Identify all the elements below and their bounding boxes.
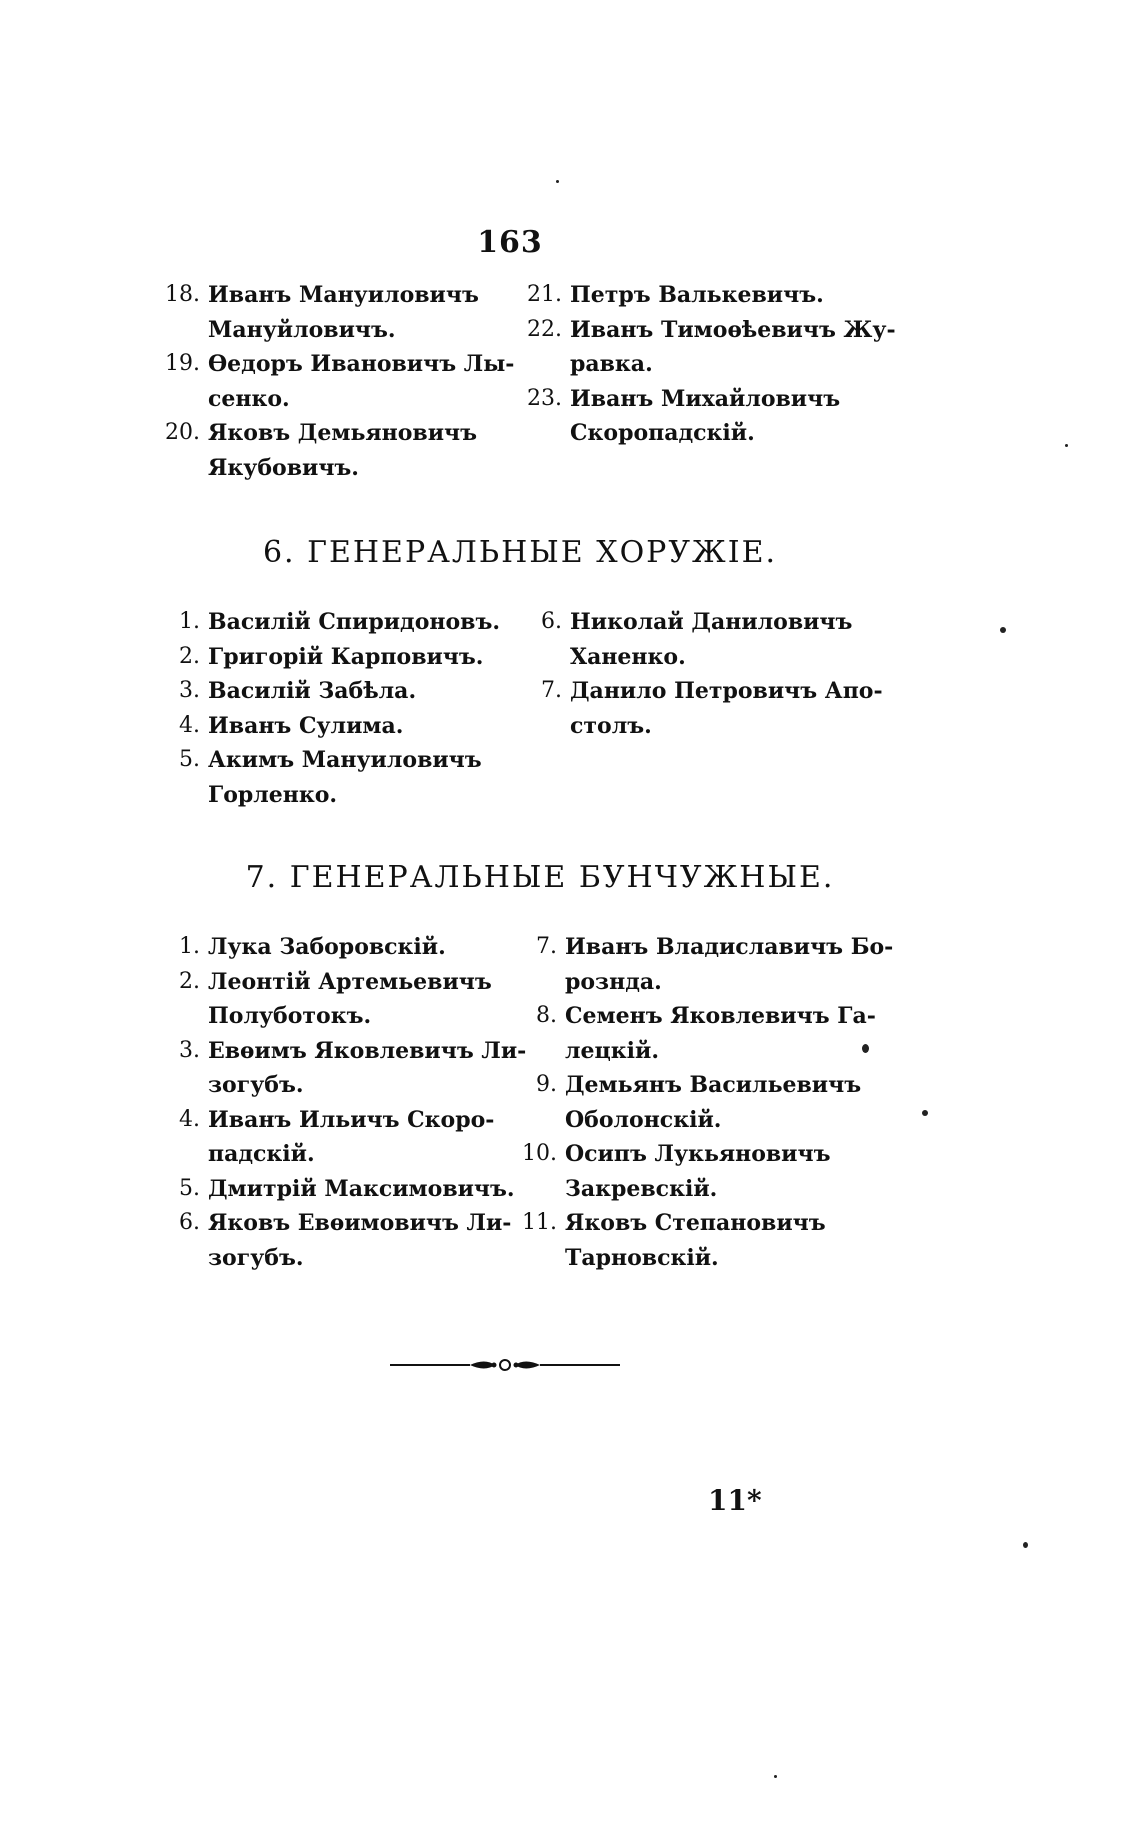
- scan-speck: [1065, 444, 1068, 447]
- list-entry: [520, 382, 880, 451]
- list-entry: [158, 1172, 518, 1207]
- entry-name-line: Николай Даниловичъ: [570, 609, 853, 635]
- entry-number: 6.: [179, 1210, 200, 1235]
- entry-name-line: Скоропадскій.: [570, 420, 755, 446]
- entry-name-line: сенко.: [208, 385, 290, 412]
- entry-number: 1.: [179, 609, 200, 634]
- entry-name: [208, 1103, 518, 1172]
- entry-name: [208, 930, 518, 965]
- entry-name: [570, 382, 880, 451]
- scan-speck: [922, 1110, 928, 1116]
- entry-number: 6.: [541, 609, 562, 634]
- entry-name-line: Иванъ Владиславичъ Бо-: [565, 934, 894, 960]
- entry-name-line: Иванъ Ильичъ Скоро-: [208, 1106, 495, 1133]
- entry-name: [208, 605, 518, 640]
- entry-name-line: Ѳедоръ Ивановичъ Лы-: [208, 351, 515, 377]
- list-entry: [515, 1068, 885, 1137]
- entry-name-line: Евѳимъ Яковлевичъ Ли-: [208, 1037, 527, 1064]
- section-7-right-column: [515, 930, 894, 1275]
- entry-name-line: зогубъ.: [208, 1072, 304, 1098]
- scan-speck: [1023, 1542, 1028, 1548]
- entry-number: 19.: [165, 351, 200, 376]
- list-entry: [158, 347, 518, 416]
- entry-name-line: Осипъ Лукьяновичъ: [565, 1141, 831, 1167]
- entry-name-line: Василій Спиридоновъ.: [208, 609, 500, 635]
- entry-name: [565, 1137, 885, 1206]
- list-entry: [158, 640, 518, 675]
- entry-name-line: Василій Забѣла.: [208, 678, 417, 704]
- top-list-right-column: [520, 278, 896, 451]
- entry-name: [208, 1034, 526, 1103]
- list-entry: [520, 605, 880, 674]
- entry-name-line: Закревскій.: [565, 1175, 718, 1202]
- entry-number: 18.: [165, 282, 200, 307]
- entry-number: 4.: [179, 1106, 200, 1132]
- signature-mark: 11*: [708, 1484, 762, 1517]
- entry-number: 4.: [179, 712, 200, 738]
- entry-name-line: Лука Заборовскій.: [208, 934, 446, 960]
- scan-speck: [862, 1044, 869, 1053]
- entry-name-line: Тарновскій.: [565, 1244, 719, 1271]
- list-entry: [158, 1206, 518, 1275]
- section-7-left-column: [158, 930, 527, 1275]
- page-number: 163: [477, 225, 543, 260]
- entry-name-line: Ханенко.: [570, 643, 686, 670]
- top-list-left-column: [158, 278, 518, 485]
- entry-name-line: Леонтій Артемьевичъ: [208, 968, 492, 995]
- entry-name-line: Акимъ Мануиловичъ: [208, 747, 482, 773]
- list-entry: [158, 743, 518, 812]
- entry-name: [208, 416, 518, 485]
- entry-name-line: Дмитрій Максимовичъ.: [208, 1175, 515, 1202]
- entry-name-line: Иванъ Тимоѳѣевичъ Жу-: [570, 316, 896, 343]
- entry-name: [208, 1172, 518, 1207]
- list-entry: [158, 674, 518, 709]
- entry-name-line: падскій.: [208, 1141, 315, 1167]
- entry-number: 5.: [179, 747, 200, 772]
- section-6-title: 6. ГЕНЕРАЛЬНЫЕ ХОРУЖІЕ.: [262, 535, 778, 570]
- list-entry: [158, 416, 518, 485]
- list-entry: [515, 999, 885, 1068]
- list-entry: [158, 965, 518, 1034]
- entry-name: [208, 709, 518, 744]
- entry-name: [565, 930, 893, 999]
- entry-name: [208, 347, 518, 416]
- list-entry: [520, 278, 880, 313]
- list-entry: [158, 709, 518, 744]
- entry-number: 23.: [527, 385, 562, 411]
- entry-name-line: рознда.: [565, 968, 662, 995]
- entry-name-line: Иванъ Михайловичъ: [570, 385, 841, 412]
- entry-name-line: Иванъ Сулима.: [208, 712, 404, 739]
- entry-name: [208, 743, 518, 812]
- entry-name: [208, 965, 518, 1034]
- entry-name: [570, 278, 880, 313]
- entry-number: 2.: [179, 968, 200, 994]
- entry-number: 7.: [541, 678, 562, 703]
- entry-name: [208, 1206, 518, 1275]
- entry-number: 9.: [536, 1072, 557, 1097]
- entry-number: 8.: [536, 1003, 557, 1028]
- entry-number: 10.: [522, 1141, 557, 1166]
- entry-name: [565, 1206, 885, 1275]
- list-entry: [520, 674, 883, 743]
- entry-number: 20.: [165, 420, 200, 445]
- entry-number: 7.: [536, 934, 557, 959]
- entry-number: 2.: [179, 643, 200, 669]
- list-entry: [158, 278, 518, 347]
- section-7-title: 7. ГЕНЕРАЛЬНЫЕ БУНЧУЖНЫЕ.: [245, 860, 835, 895]
- entry-name-line: Мануйловичъ.: [208, 316, 396, 343]
- entry-name: [570, 313, 896, 382]
- list-entry: [158, 605, 518, 640]
- entry-name-line: Яковъ Евѳимовичъ Ли-: [208, 1210, 512, 1236]
- scan-speck: [556, 180, 559, 183]
- entry-name-line: Данило Петровичъ Апо-: [570, 678, 883, 704]
- entry-name-line: равка.: [570, 351, 653, 377]
- entry-name-line: лецкій.: [565, 1037, 659, 1064]
- entry-name: [570, 605, 880, 674]
- entry-number: 5.: [179, 1175, 200, 1201]
- entry-name-line: Демьянъ Васильевичъ: [565, 1072, 862, 1098]
- entry-name: [208, 278, 518, 347]
- entry-name-line: Иванъ Мануиловичъ: [208, 282, 479, 308]
- entry-name-line: зогубъ.: [208, 1244, 304, 1271]
- entry-name: [208, 674, 518, 709]
- entry-name: [565, 999, 885, 1068]
- entry-number: 22.: [527, 316, 562, 342]
- entry-number: 11.: [522, 1210, 557, 1235]
- list-entry: [515, 1137, 885, 1206]
- entry-name-line: Семенъ Яковлевичъ Га-: [565, 1003, 876, 1029]
- entry-number: 21.: [527, 282, 562, 307]
- list-entry: [515, 930, 894, 999]
- entry-number: 3.: [179, 1037, 200, 1063]
- entry-name: [565, 1068, 885, 1137]
- entry-name-line: Григорій Карповичъ.: [208, 643, 484, 670]
- scan-speck: [774, 1775, 777, 1778]
- list-entry: [158, 1034, 527, 1103]
- entry-number: 3.: [179, 678, 200, 703]
- section-6-left-column: [158, 605, 518, 812]
- entry-number: 1.: [179, 934, 200, 959]
- entry-name-line: Якубовичъ.: [208, 454, 359, 481]
- ornamental-rule: [390, 1355, 620, 1375]
- entry-name-line: Оболонскій.: [565, 1106, 722, 1133]
- scan-speck: [1000, 627, 1006, 633]
- entry-name-line: Горленко.: [208, 781, 338, 808]
- entry-name-line: Петръ Валькевичъ.: [570, 282, 824, 308]
- entry-name-line: Яковъ Степановичъ: [565, 1210, 826, 1236]
- entry-name-line: столъ.: [570, 712, 652, 739]
- list-entry: [520, 313, 896, 382]
- entry-name-line: Яковъ Демьяновичъ: [208, 420, 477, 446]
- list-entry: [158, 930, 518, 965]
- entry-name: [570, 674, 883, 743]
- entry-name-line: Полуботокъ.: [208, 1003, 372, 1029]
- section-6-right-column: [520, 605, 883, 743]
- list-entry: [158, 1103, 518, 1172]
- list-entry: [515, 1206, 885, 1275]
- entry-name: [208, 640, 518, 675]
